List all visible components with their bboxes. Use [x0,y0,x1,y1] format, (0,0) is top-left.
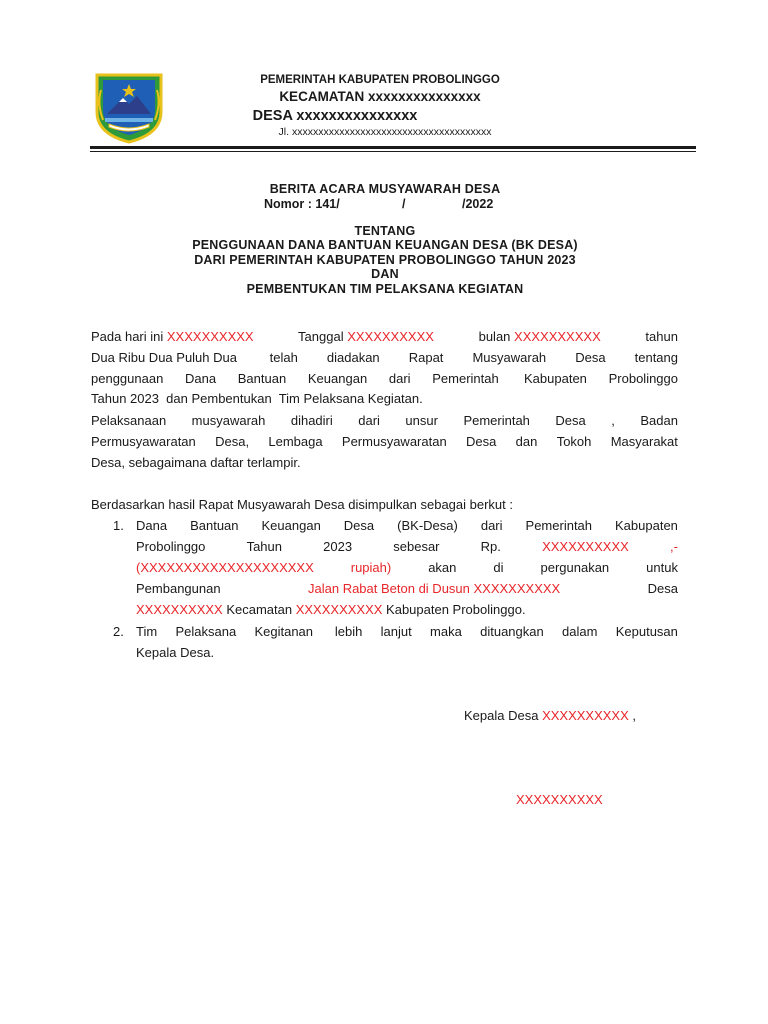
text-word: tahun [641,329,678,344]
letterhead-address: Jl. xxxxxxxxxxxxxxxxxxxxxxxxxxxxxxxxxxxxxx [278,126,492,138]
text-word: Tahun [246,539,282,554]
subject-line-1: PENGGUNAAN DANA BANTUAN KEUANGAN DESA (BK DESA) [192,238,578,252]
text-word: (BK-Desa) [397,518,458,533]
paragraph-1-line-3 [91,371,678,386]
text-word: Pemerintah [525,518,593,533]
placeholder-district: XXXXXXXXXX [295,602,383,617]
letterhead-village: DESA xxxxxxxxxxxxxxx [252,108,418,124]
text-word: Tokoh [556,434,592,449]
text-word: untuk [646,560,678,575]
text-word: Probolinggo [136,539,206,554]
list-item-2-line-1 [136,624,678,639]
list-item-1-line-5: XXXXXXXXXX Kecamatan XXXXXXXXXX Kabupaten Probolinggo. [136,602,526,617]
text-word: dari [358,413,380,428]
text-word: pergunakan [540,560,610,575]
text-word: lebih [334,624,363,639]
text-word: di [493,560,504,575]
nomor-label: Nomor : 141/ [264,197,340,211]
text-word: sebesar [393,539,440,554]
text-word: Keuangan [261,518,321,533]
text-word: telah [269,350,298,365]
text-word: Desa [575,350,606,365]
subject-line-2: DARI PEMERINTAH KABUPATEN PROBOLINGGO TAHUN 2023 [194,253,576,267]
list-item-1-line-1 [136,518,678,533]
text-word: lanjut [380,624,412,639]
text-word: Dua Ribu Dua Puluh Dua [91,350,241,365]
text-word: Pemerintah [463,413,530,428]
text-word: Pembangunan [136,581,221,596]
text-word: Keuangan [307,371,368,386]
text-word: Permusyawaratan [341,434,447,449]
signature-name: XXXXXXXXXX [516,792,603,807]
conclusion-intro: Berdasarkan hasil Rapat Musyawarah Desa disimpulkan sebagai berkut : [91,497,513,512]
text-word: dalam [562,624,598,639]
text-word: Dana [185,371,217,386]
text-word: unsur [405,413,438,428]
text-word: Kabupaten [615,518,678,533]
text-word: Kabupaten [524,371,587,386]
paragraph-1-line-1 [91,329,678,344]
placeholder-village: XXXXXXXXXX [136,602,223,617]
paragraph-2-line-2 [91,434,678,449]
document-heading: BERITA ACARA MUSYAWARAH DESA [269,182,501,196]
text-word: Rapat [408,350,444,365]
placeholder-project: Jalan Rabat Beton di Dusun XXXXXXXXXX [308,581,561,596]
placeholder-day: XXXXXXXXXX [166,329,254,344]
text-word: tentang [634,350,678,365]
signature-title: Kepala Desa XXXXXXXXXX , [464,708,637,723]
signature-place: XXXXXXXXXX [542,708,629,723]
letterhead-district: KECAMATAN xxxxxxxxxxxxxxx [279,89,481,104]
text-word: maka [430,624,462,639]
list-item-1-line-2 [136,539,678,554]
list-item-1-line-4 [136,581,678,596]
text-word: Desa [555,413,586,428]
tentang-label: TENTANG [354,224,416,238]
text-word: Dana [136,518,168,533]
text-word: akan [428,560,457,575]
list-item-1-number: 1. [113,518,124,533]
text-word: Bantuan [190,518,239,533]
letterhead-thin-rule [90,151,696,152]
text-word: Probolinggo [608,371,678,386]
text-word: Pelaksana [175,624,237,639]
text-word: dituangkan [480,624,544,639]
paragraph-2-line-1 [91,413,678,428]
text-word: Masyarakat [610,434,678,449]
text-word: Tanggal XXXXXXXXXX [294,329,434,344]
nomor-separator: / [402,197,406,211]
text-word: dari [388,371,411,386]
subject-line-4: PEMBENTUKAN TIM PELAKSANA KEGIATAN [246,282,524,296]
list-item-1-line-3 [136,560,678,575]
text-word: Pada hari ini XXXXXXXXXX [91,329,254,344]
text-word: Pemerintah [432,371,503,386]
text-word: Badan [640,413,678,428]
text-word: Tim [136,624,158,639]
placeholder-amount: XXXXXXXXXX [542,539,629,554]
text-word: rupiah) [350,560,392,575]
text-word: bulan XXXXXXXXXX [474,329,601,344]
letterhead-government: PEMERINTAH KABUPATEN PROBOLINGGO [260,74,500,86]
text-word: Keputusan [615,624,678,639]
list-item-2-number: 2. [113,624,124,639]
text-word: Desa [466,434,497,449]
text-word: penggunaan [91,371,164,386]
text-word: ,- [669,539,678,554]
text-word: , [611,413,615,428]
text-word: Kegitanan [254,624,317,639]
placeholder-date: XXXXXXXXXX [347,329,434,344]
placeholder-month: XXXXXXXXXX [514,329,601,344]
text-word: Desa [343,518,375,533]
text-word: Bantuan [237,371,287,386]
text-word: Desa [647,581,678,596]
subject-line-3: DAN [371,267,399,281]
text-word: Musyawarah [472,350,547,365]
paragraph-1-line-4: Tahun 2023 dan Pembentukan Tim Pelaksana Kegiatan. [91,391,423,406]
text-word: 2023 [323,539,353,554]
text-word: Rp. [480,539,501,554]
text-word: dihadiri [290,413,333,428]
text-word: Desa, [215,434,250,449]
probolinggo-regency-crest-icon [93,72,165,144]
list-item-2-line-2: Kepala Desa. [136,645,215,660]
placeholder-amount-words: (XXXXXXXXXXXXXXXXXXXX [136,560,314,575]
letterhead-thick-rule [90,146,696,149]
nomor-year: /2022 [462,197,494,211]
text-word: Pelaksanaan [91,413,167,428]
text-word: dari [480,518,503,533]
text-word: Lembaga [268,434,323,449]
paragraph-2-line-3: Desa, sebagaimana daftar terlampir. [91,455,301,470]
text-word: dan [515,434,538,449]
text-word: musyawarah [191,413,266,428]
text-word: diadakan [326,350,380,365]
paragraph-1-line-2 [91,350,678,365]
text-word: Permusyawaratan [91,434,196,449]
